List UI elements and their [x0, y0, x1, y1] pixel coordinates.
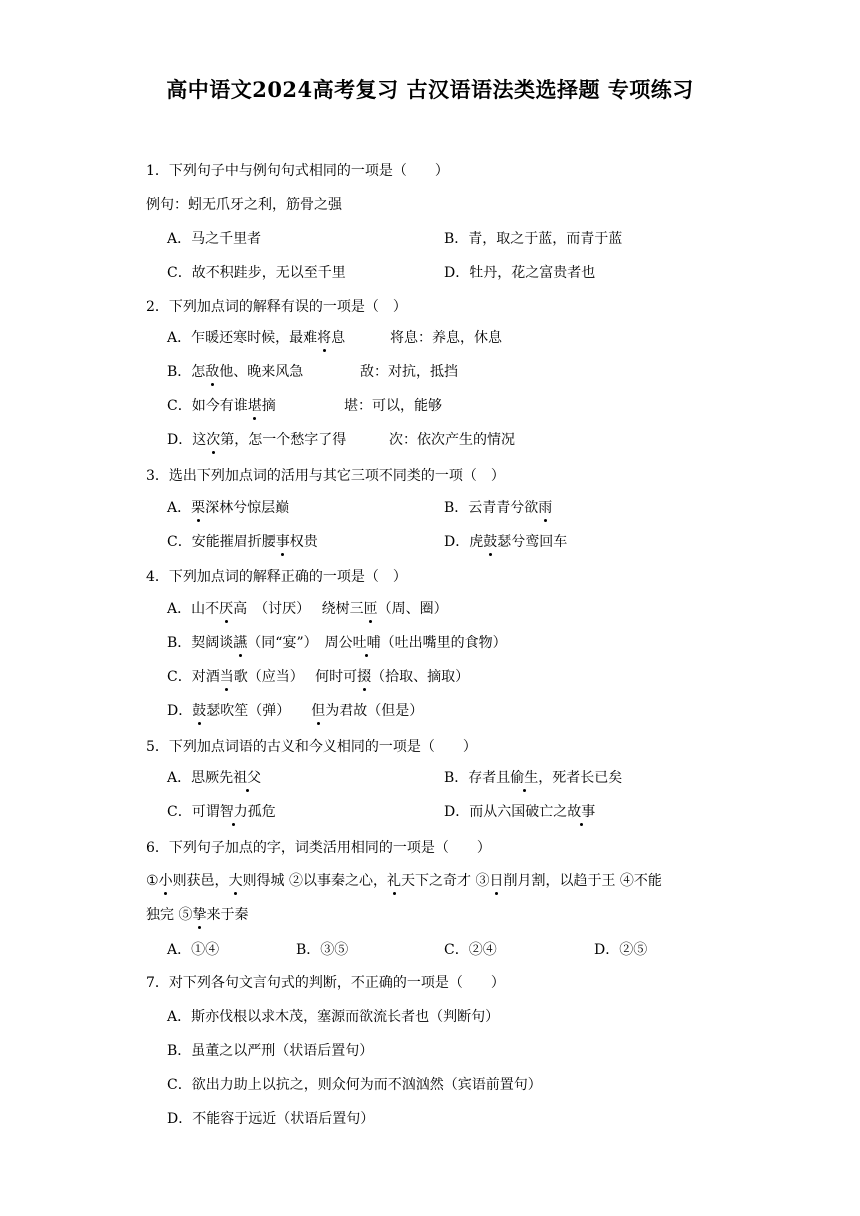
option-text: 为君故（但是） [325, 703, 424, 719]
page-title: 高中语文2024高考复习 古汉语语法类选择题 专项练习 [166, 77, 694, 102]
question-2-gloss-d: 次：依次产生的情况 [389, 432, 515, 448]
sentence-text: 天下之奇才 ③ [401, 873, 490, 889]
dotted-word: 智力 [219, 804, 248, 820]
option-text: B．存者且 [444, 770, 511, 786]
option-text: C．对酒 [167, 669, 220, 685]
dotted-word: 小 [158, 873, 173, 889]
question-4-option-a [167, 599, 448, 619]
question-5-option-d [444, 802, 595, 822]
question-4-stem: 4．下列加点词的解释正确的一项是（ ） [146, 569, 407, 585]
question-5-option-c [167, 802, 276, 822]
question-2-option-c [167, 396, 276, 416]
dotted-word: 掇 [357, 669, 372, 685]
question-5-option-a [167, 768, 261, 788]
question-7-stem: 7．对下列各句文言句式的判断，不正确的一项是（ ） [146, 975, 505, 991]
question-5-stem: 5．下列加点词语的古义和今义相同的一项是（ ） [146, 739, 477, 755]
dotted-word: 故事 [567, 804, 596, 820]
dotted-word: 日 [489, 873, 504, 889]
sentence-text: ① [146, 873, 159, 889]
question-1-option-d: D．牡丹，花之富贵者也 [444, 265, 596, 281]
dotted-word: 但 [311, 703, 326, 719]
option-text: A．山不 [167, 601, 220, 617]
question-4-option-c [167, 667, 469, 687]
question-6-sentences-line-2 [146, 905, 248, 925]
dotted-word: 次 [206, 432, 221, 448]
option-text: 孤危 [247, 804, 276, 820]
question-2-option-a [167, 328, 345, 348]
dotted-word: 大 [228, 873, 243, 889]
question-7-option-d: D．不能容于远近（状语后置句） [167, 1111, 375, 1127]
dotted-word: 礼 [387, 873, 402, 889]
option-text: D．这 [167, 432, 207, 448]
question-3-option-d [444, 532, 567, 552]
option-text: B．契阔谈 [167, 635, 234, 651]
option-text: C．安能摧眉折腰 [167, 534, 276, 550]
question-2-gloss-a: 将息：养息，休息 [390, 330, 502, 346]
option-text: （吐出嘴里的食物） [380, 635, 507, 651]
option-text: （拾取、摘取） [371, 669, 470, 685]
option-text: A．乍暖还寒时候，最难 [167, 330, 318, 346]
option-text: 摘 [261, 398, 276, 414]
option-text: D．虎 [444, 534, 484, 550]
dotted-word: 当 [219, 669, 234, 685]
dotted-word: 祖父 [233, 770, 262, 786]
option-text: 息 [331, 330, 346, 346]
sentence-text: 则获邑， [172, 873, 229, 889]
dotted-word: 匝 [363, 601, 378, 617]
option-text: 歌（应当） 何时可 [233, 669, 358, 685]
dotted-word: 偷生 [510, 770, 539, 786]
option-text: 第，怎一个愁字了得 [220, 432, 347, 448]
option-text: D．而从六国破亡之 [444, 804, 568, 820]
option-text: C．可谓 [167, 804, 220, 820]
option-text: B．云青青兮欲 [444, 500, 539, 516]
dotted-word: 堪 [247, 398, 262, 414]
option-text: D． [167, 703, 193, 719]
option-text: 深林兮惊层巅 [205, 500, 290, 516]
option-text: 瑟兮鸾回车 [497, 534, 568, 550]
option-text: B．怎 [167, 364, 206, 380]
question-7-option-a: A．斯亦伐根以求木茂，塞源而欲流长者也（判断句） [167, 1009, 500, 1025]
dotted-word: 鼓 [483, 534, 498, 550]
question-4-option-d [167, 701, 423, 721]
dotted-word: 事 [275, 534, 290, 550]
dotted-word: 厌 [219, 601, 234, 617]
question-5-option-b [444, 768, 622, 788]
sentence-text: 来于秦 [206, 907, 249, 923]
option-text: 他、晚来风急 [219, 364, 304, 380]
dotted-word: 将 [317, 330, 332, 346]
question-7-option-c: C．欲出力助上以抗之，则众何为而不汹汹然（宾语前置句） [167, 1077, 542, 1093]
option-text: 权贵 [289, 534, 318, 550]
question-6-option-d: D．②⑤ [594, 942, 648, 958]
question-6-option-a: A．①④ [167, 942, 220, 958]
option-text: （周、圈） [377, 601, 448, 617]
dotted-word: 吐哺 [352, 635, 381, 651]
question-2-gloss-b: 敌：对抗，抵挡 [360, 364, 458, 380]
option-text: 高 （讨厌） 绕树三 [233, 601, 364, 617]
option-text: C．如今有谁 [167, 398, 248, 414]
dotted-word: 雨 [538, 500, 553, 516]
question-7-option-b: B．虽董之以严刑（状语后置句） [167, 1043, 374, 1059]
sentence-text: 则得城 ②以事秦之心， [242, 873, 388, 889]
dotted-word: 讌 [233, 635, 248, 651]
dotted-word: 敌 [205, 364, 220, 380]
question-2-option-d [167, 430, 346, 450]
question-6-sentences-line-1 [146, 871, 662, 891]
dotted-word: 鼓 [192, 703, 207, 719]
question-1-option-c: C．故不积跬步，无以至千里 [167, 265, 346, 281]
option-text: A． [167, 500, 192, 516]
question-3-stem: 3．选出下列加点词的活用与其它三项不同类的一项（ ） [146, 468, 505, 484]
question-3-option-c [167, 532, 318, 552]
question-6-stem: 6．下列句子加点的字，词类活用相同的一项是（ ） [146, 840, 491, 856]
question-1-option-b: B．青，取之于蓝，而青于蓝 [444, 231, 623, 247]
question-1-stem: 1．下列句子中与例句句式相同的一项是（ ） [146, 163, 449, 179]
question-6-option-c: C．②④ [444, 942, 497, 958]
option-text: 瑟吹笙（弹） [206, 703, 312, 719]
sentence-text: 独完 ⑤ [146, 907, 193, 923]
question-1-example: 例句：蚓无爪牙之利，筋骨之强 [146, 197, 342, 213]
question-3-option-b [444, 498, 552, 518]
option-text: （同“宴”） 周公 [247, 635, 353, 651]
question-4-option-b [167, 633, 507, 653]
dotted-word: 栗 [191, 500, 206, 516]
option-text: A．思厥先 [167, 770, 234, 786]
question-3-option-a [167, 498, 289, 518]
option-text: ，死者长已矣 [538, 770, 623, 786]
question-1-option-a: A．马之千里者 [167, 231, 262, 247]
sentence-text: 削月割，以趋于王 ④不能 [503, 873, 662, 889]
question-2-option-b [167, 362, 303, 382]
question-2-gloss-c: 堪：可以，能够 [344, 398, 442, 414]
question-2-stem: 2．下列加点词的解释有误的一项是（ ） [146, 299, 407, 315]
dotted-word: 挚 [192, 907, 207, 923]
question-6-option-b: B．③⑤ [296, 942, 349, 958]
